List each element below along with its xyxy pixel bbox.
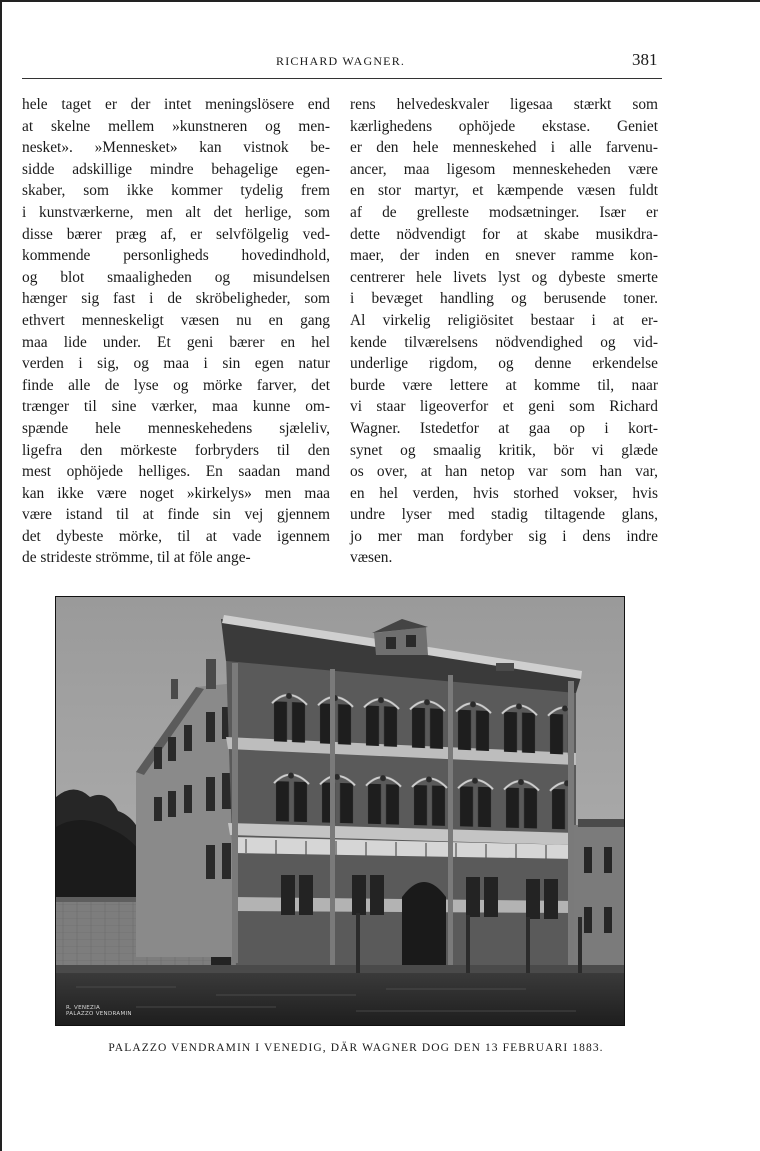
text-line: kan ikke være noget »kirkelys» men maa xyxy=(22,484,330,502)
text-line: rens helvedeskvaler ligesaa stærkt som xyxy=(350,96,658,113)
text-line: af de grelleste modsætninger. Især er xyxy=(350,203,658,221)
photo-credit-line: R. VENEZIA xyxy=(66,1005,101,1011)
text-line: sidde adskillige mindre behagelige egen- xyxy=(22,160,330,178)
text-line: trænger til sine værker, maa kunne om- xyxy=(22,398,330,416)
text-line: nesket». »Mennesket» kan vistnok be- xyxy=(22,139,330,157)
text-line: ligefra den mörkeste forbryders til den xyxy=(22,441,330,459)
text-line: skaber, som ikke kommer tydelig frem xyxy=(22,182,330,200)
photo-credit xyxy=(66,1005,132,1017)
text-line: burde være lettere at komme til, naar xyxy=(350,376,658,394)
page-top-edge xyxy=(0,0,760,2)
text-line: underlige rigdom, og denne erkendelse xyxy=(350,355,658,373)
text-column-left xyxy=(22,94,330,569)
text-line: væsen. xyxy=(350,549,393,567)
running-title: RICHARD WAGNER. xyxy=(276,54,406,68)
text-line: Wagner. Istedetfor at gaa op i kort- xyxy=(350,419,658,437)
text-line: synet og smaalig kritik, bör vi glæde xyxy=(350,441,658,459)
page-left-edge xyxy=(0,0,2,1151)
text-line: jo mer man fordyber sig i dens indre xyxy=(350,527,658,545)
text-line: spænde hele menneskehedens sjæleliv, xyxy=(22,419,330,437)
text-line: og blot smaaligheden og misundelsen xyxy=(22,268,330,286)
running-head xyxy=(0,52,760,74)
text-line: os over, at han netop var som han var, xyxy=(350,463,658,481)
text-line: ethvert menneskeligt væsen nu en gang xyxy=(22,311,330,329)
text-line: er den hele menneskehed i alle farvenu- xyxy=(350,139,658,157)
header-rule xyxy=(22,78,662,79)
figure-caption-text: PALAZZO VENDRAMIN I VENEDIG, DÄR WAGNER DOG DEN 13 FEBRUARI 1883. xyxy=(108,1042,604,1054)
text-line: det dybeste mörke, til at vade igennem xyxy=(22,527,330,545)
text-line: at skelne mellem »kunstneren og men- xyxy=(22,117,330,135)
photo-credit-line: PALAZZO VENDRAMIN xyxy=(66,1011,132,1017)
text-line: i kunstværkerne, men alt det herlige, som xyxy=(22,203,330,221)
text-line: centrerer hele livets lyst og dybeste smerte xyxy=(350,268,658,286)
photo-plate xyxy=(55,596,625,1026)
text-line: disse bærer præg af, er selvfölgelig ved- xyxy=(22,225,330,243)
text-line: kommende personligheds hovedindhold, xyxy=(22,247,330,265)
text-line: Al virkelig religiösitet bestaar i at er- xyxy=(350,311,658,329)
text-line: kærlighedens ophöjede ekstase. Geniet xyxy=(350,117,658,135)
text-line: en stor martyr, et kæmpende væsen fuldt xyxy=(350,182,658,200)
palazzo-photograph xyxy=(56,597,624,1025)
text-line: mest ophöjede helliges. En saadan mand xyxy=(22,463,330,481)
text-line: i bevæget handling og berusende toner. xyxy=(350,290,658,308)
text-line: de strideste strömme, til at föle ange- xyxy=(22,549,251,567)
text-line: maa lide under. Et geni bærer en hel xyxy=(22,333,330,351)
page-number: 381 xyxy=(632,50,658,69)
text-line: være istand til at finde sin vej gjennem xyxy=(22,506,330,524)
text-line: undre lyser med stadig tiltagende glans, xyxy=(350,506,658,524)
text-line: hele taget er der intet meningslösere end xyxy=(22,96,330,113)
text-line: hænger sig fast i de skröbeligheder, som xyxy=(22,290,330,308)
text-line: finde alle de lyse og mörke farver, det xyxy=(22,376,330,394)
figure-caption xyxy=(0,1042,760,1054)
text-line: kende tilværelsens nödvendighed og vid- xyxy=(350,333,658,351)
text-line: en hel verden, hvis storhed vokser, hvis xyxy=(350,484,658,502)
text-line: vi staar ligeoverfor et geni som Richard xyxy=(350,398,658,416)
text-line: verden i sig, og maa i sin egen natur xyxy=(22,355,330,373)
text-column-right xyxy=(350,94,658,569)
text-line: dette nödvendigt for at skabe musikdra- xyxy=(350,225,658,243)
text-line: ancer, maa ligesom menneskeheden være xyxy=(350,160,658,178)
text-line: maer, der inden en snever ramme kon- xyxy=(350,247,658,265)
